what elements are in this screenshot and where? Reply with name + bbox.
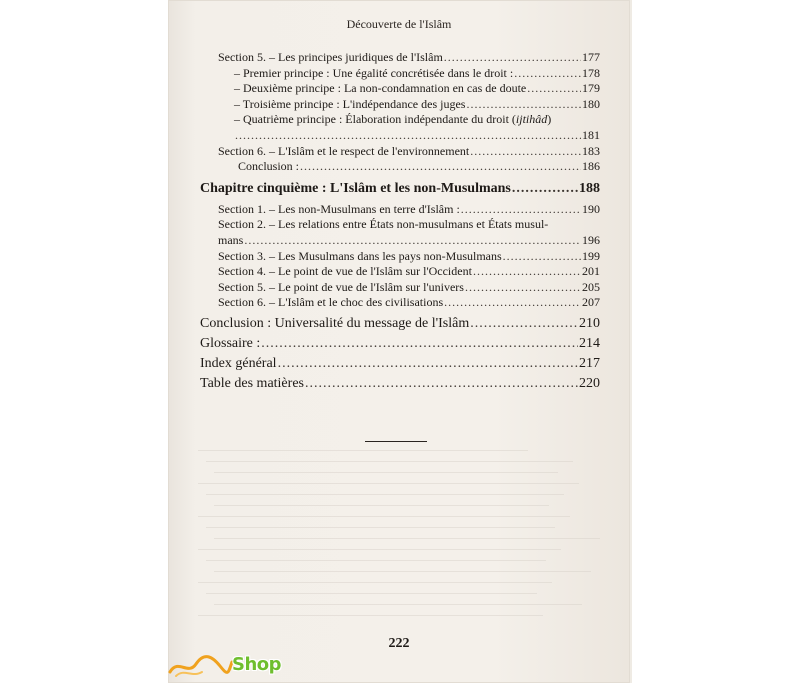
toc-entry: [200, 280, 600, 296]
toc-entry-page: 177: [582, 50, 600, 64]
toc-entry-page: 201: [582, 264, 600, 279]
bleed-through-line: [206, 527, 555, 528]
toc-entry-page: 183: [582, 143, 600, 158]
toc-top-entry: [200, 354, 600, 374]
bleed-through-line: [206, 461, 573, 462]
toc-entry-title: – Troisième principe : L'indépendance des juges: [234, 96, 466, 111]
toc-entry: [200, 217, 600, 233]
table-of-contents: [200, 50, 600, 394]
toc-entry-page: 205: [582, 279, 600, 294]
toc-entry-page: 199: [582, 248, 600, 263]
toc-entry-page: 178: [582, 65, 600, 80]
toc-entry-title: Conclusion : Universalité du message de l'Islâm: [200, 315, 470, 331]
toc-entry-italic-term: ijtihâd: [515, 112, 548, 127]
book-page: [168, 0, 630, 683]
toc-entry-page: 196: [582, 232, 600, 247]
toc-entry-title: – Quatrième principe : Élaboration indépendante du droit (: [234, 112, 516, 127]
bleed-through-line: [214, 505, 549, 506]
toc-entry-title: Section 6. – L'Islâm et le respect de l'environnement: [218, 143, 470, 158]
toc-entry-close: ): [547, 112, 552, 127]
bleed-through-line: [198, 615, 543, 616]
toc-entry-page: 186: [582, 159, 600, 174]
toc-entry-title: Section 1. – Les non-Musulmans en terre d'Islâm :: [218, 201, 460, 216]
running-head: Découverte de l'Islâm: [346, 17, 452, 31]
toc-entry-page: 180: [582, 96, 600, 111]
bleed-through-line: [214, 538, 600, 539]
toc-entry-title: – Deuxième principe : La non-condamnation en cas de doute: [234, 81, 527, 96]
bleed-through-line: [198, 483, 579, 484]
bleed-through-line: [214, 472, 558, 473]
toc-entry-title-cont: mans: [218, 232, 244, 247]
bleed-through-line: [198, 450, 528, 451]
toc-entry: [200, 66, 600, 82]
toc-entry-page: 214: [579, 335, 600, 351]
toc-top-entry: [200, 374, 600, 394]
toc-entry-title: Section 4. – Le point de vue de l'Islâm sur l'Occident: [218, 264, 472, 279]
toc-top-entry: [200, 314, 600, 334]
toc-entry-page: 217: [579, 355, 600, 371]
toc-top-entry: [200, 334, 600, 354]
bleed-through-line: [214, 571, 591, 572]
toc-entry-page: 179: [582, 81, 600, 96]
toc-entry-title: Section 3. – Les Musulmans dans les pays non-Musulmans: [218, 248, 502, 263]
toc-entry-title: Conclusion :: [238, 159, 300, 174]
toc-entry: [200, 50, 600, 66]
toc-entry: [200, 97, 600, 113]
toc-entry-continuation: [200, 233, 600, 249]
bleed-through-line: [206, 560, 546, 561]
toc-entry-title: Glossaire :: [200, 335, 261, 351]
shop-logo-text[interactable]: Shop: [232, 654, 282, 675]
toc-entry-page: 181: [582, 127, 600, 142]
toc-entry: [200, 295, 600, 311]
toc-entry: [200, 112, 600, 128]
bleed-through-line: [198, 516, 570, 517]
bleed-through-line: [206, 494, 564, 495]
toc-chapter: [200, 179, 600, 199]
toc-entry-page: 207: [582, 295, 600, 310]
toc-entry: [200, 144, 600, 160]
end-rule: [365, 441, 427, 442]
toc-entry-title: Table des matières: [200, 375, 304, 391]
bleed-through-line: [206, 593, 537, 594]
toc-entry: [200, 159, 600, 175]
toc-chapter-title: Chapitre cinquième : L'Islâm et les non-Musulmans: [200, 180, 511, 196]
toc-entry: [200, 81, 600, 97]
toc-entry-title: Section 5. – Les principes juridiques de l'Islâm: [218, 50, 443, 64]
bleed-through-line: [198, 582, 552, 583]
toc-entry: [200, 249, 600, 265]
toc-entry: [200, 202, 600, 218]
toc-chapter-page: 188: [579, 180, 600, 196]
toc-entry-page: 210: [579, 315, 600, 331]
toc-entry: [200, 264, 600, 280]
page-number: 222: [388, 636, 410, 651]
bleed-through-line: [198, 549, 561, 550]
bleed-through-line: [214, 604, 582, 605]
toc-entry-title: Index général: [200, 355, 277, 371]
toc-entry-continuation: [200, 128, 600, 144]
toc-entry-title: Section 6. – L'Islâm et le choc des civilisations: [218, 295, 444, 310]
toc-entry-title: Section 5. – Le point de vue de l'Islâm sur l'univers: [218, 279, 464, 294]
toc-entry-page: 190: [582, 201, 600, 216]
toc-entry-title: – Premier principe : Une égalité concrétisée dans le droit :: [234, 65, 514, 80]
toc-entry-page: 220: [579, 375, 600, 391]
toc-entry-title: Section 2. – Les relations entre États non-musulmans et États musul-: [218, 217, 549, 232]
